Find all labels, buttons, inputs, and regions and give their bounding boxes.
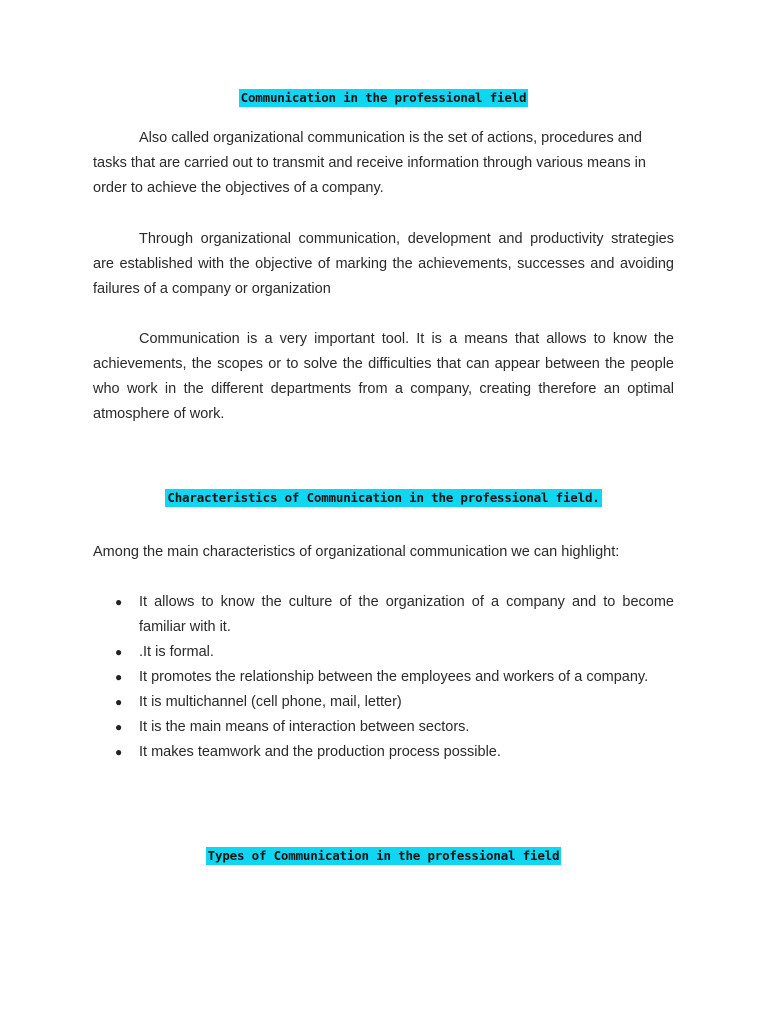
list-item-text: It is the main means of interaction between sectors. — [139, 719, 470, 735]
section-heading-types: Types of Communication in the professional field — [207, 848, 560, 863]
bullet-icon: ● — [115, 595, 123, 609]
list-item — [93, 715, 674, 740]
bullet-icon: ● — [115, 670, 123, 684]
list-item-text: It makes teamwork and the production process possible. — [139, 744, 501, 760]
section-heading-row — [93, 89, 674, 107]
section-heading-row — [93, 847, 674, 865]
paragraph-importance: Communication is a very important tool. It is a means that allows to know the achievements, the scopes or to solve the difficulties that can appear between the people who work in the different departments from a company, creating therefore an optimal atmosphere of work. — [93, 331, 674, 422]
bullet-icon: ● — [115, 645, 123, 659]
bullet-icon: ● — [115, 720, 123, 734]
bullet-icon: ● — [115, 695, 123, 709]
list-item — [93, 590, 674, 640]
list-item-text: .It is formal. — [139, 644, 214, 660]
list-item — [93, 690, 674, 715]
section-heading-characteristics: Characteristics of Communication in the professional field. — [167, 490, 600, 505]
paragraph-strategies: Through organizational communication, development and productivity strategies are established with the objective of marking the achievements, successes and avoiding failures of a company or organization — [93, 231, 674, 297]
list-item-text: It is multichannel (cell phone, mail, letter) — [139, 694, 402, 710]
bullet-icon: ● — [115, 745, 123, 759]
list-item — [93, 665, 674, 690]
paragraph-definition: Also called organizational communication is the set of actions, procedures and tasks that are carried out to transmit and receive information through various means in order to achieve the objectives of a company. — [93, 130, 646, 196]
list-item-text: It promotes the relationship between the employees and workers of a company. — [139, 669, 649, 685]
list-item-text: It allows to know the culture of the organization of a company and to become familiar with it. — [139, 594, 674, 635]
characteristics-list — [93, 590, 674, 765]
list-item — [93, 740, 674, 765]
section-heading-row — [93, 489, 674, 507]
list-item — [93, 640, 674, 665]
section-heading-communication: Communication in the professional field — [240, 90, 527, 105]
paragraph-characteristics-intro: Among the main characteristics of organizational communication we can highlight: — [93, 544, 620, 560]
